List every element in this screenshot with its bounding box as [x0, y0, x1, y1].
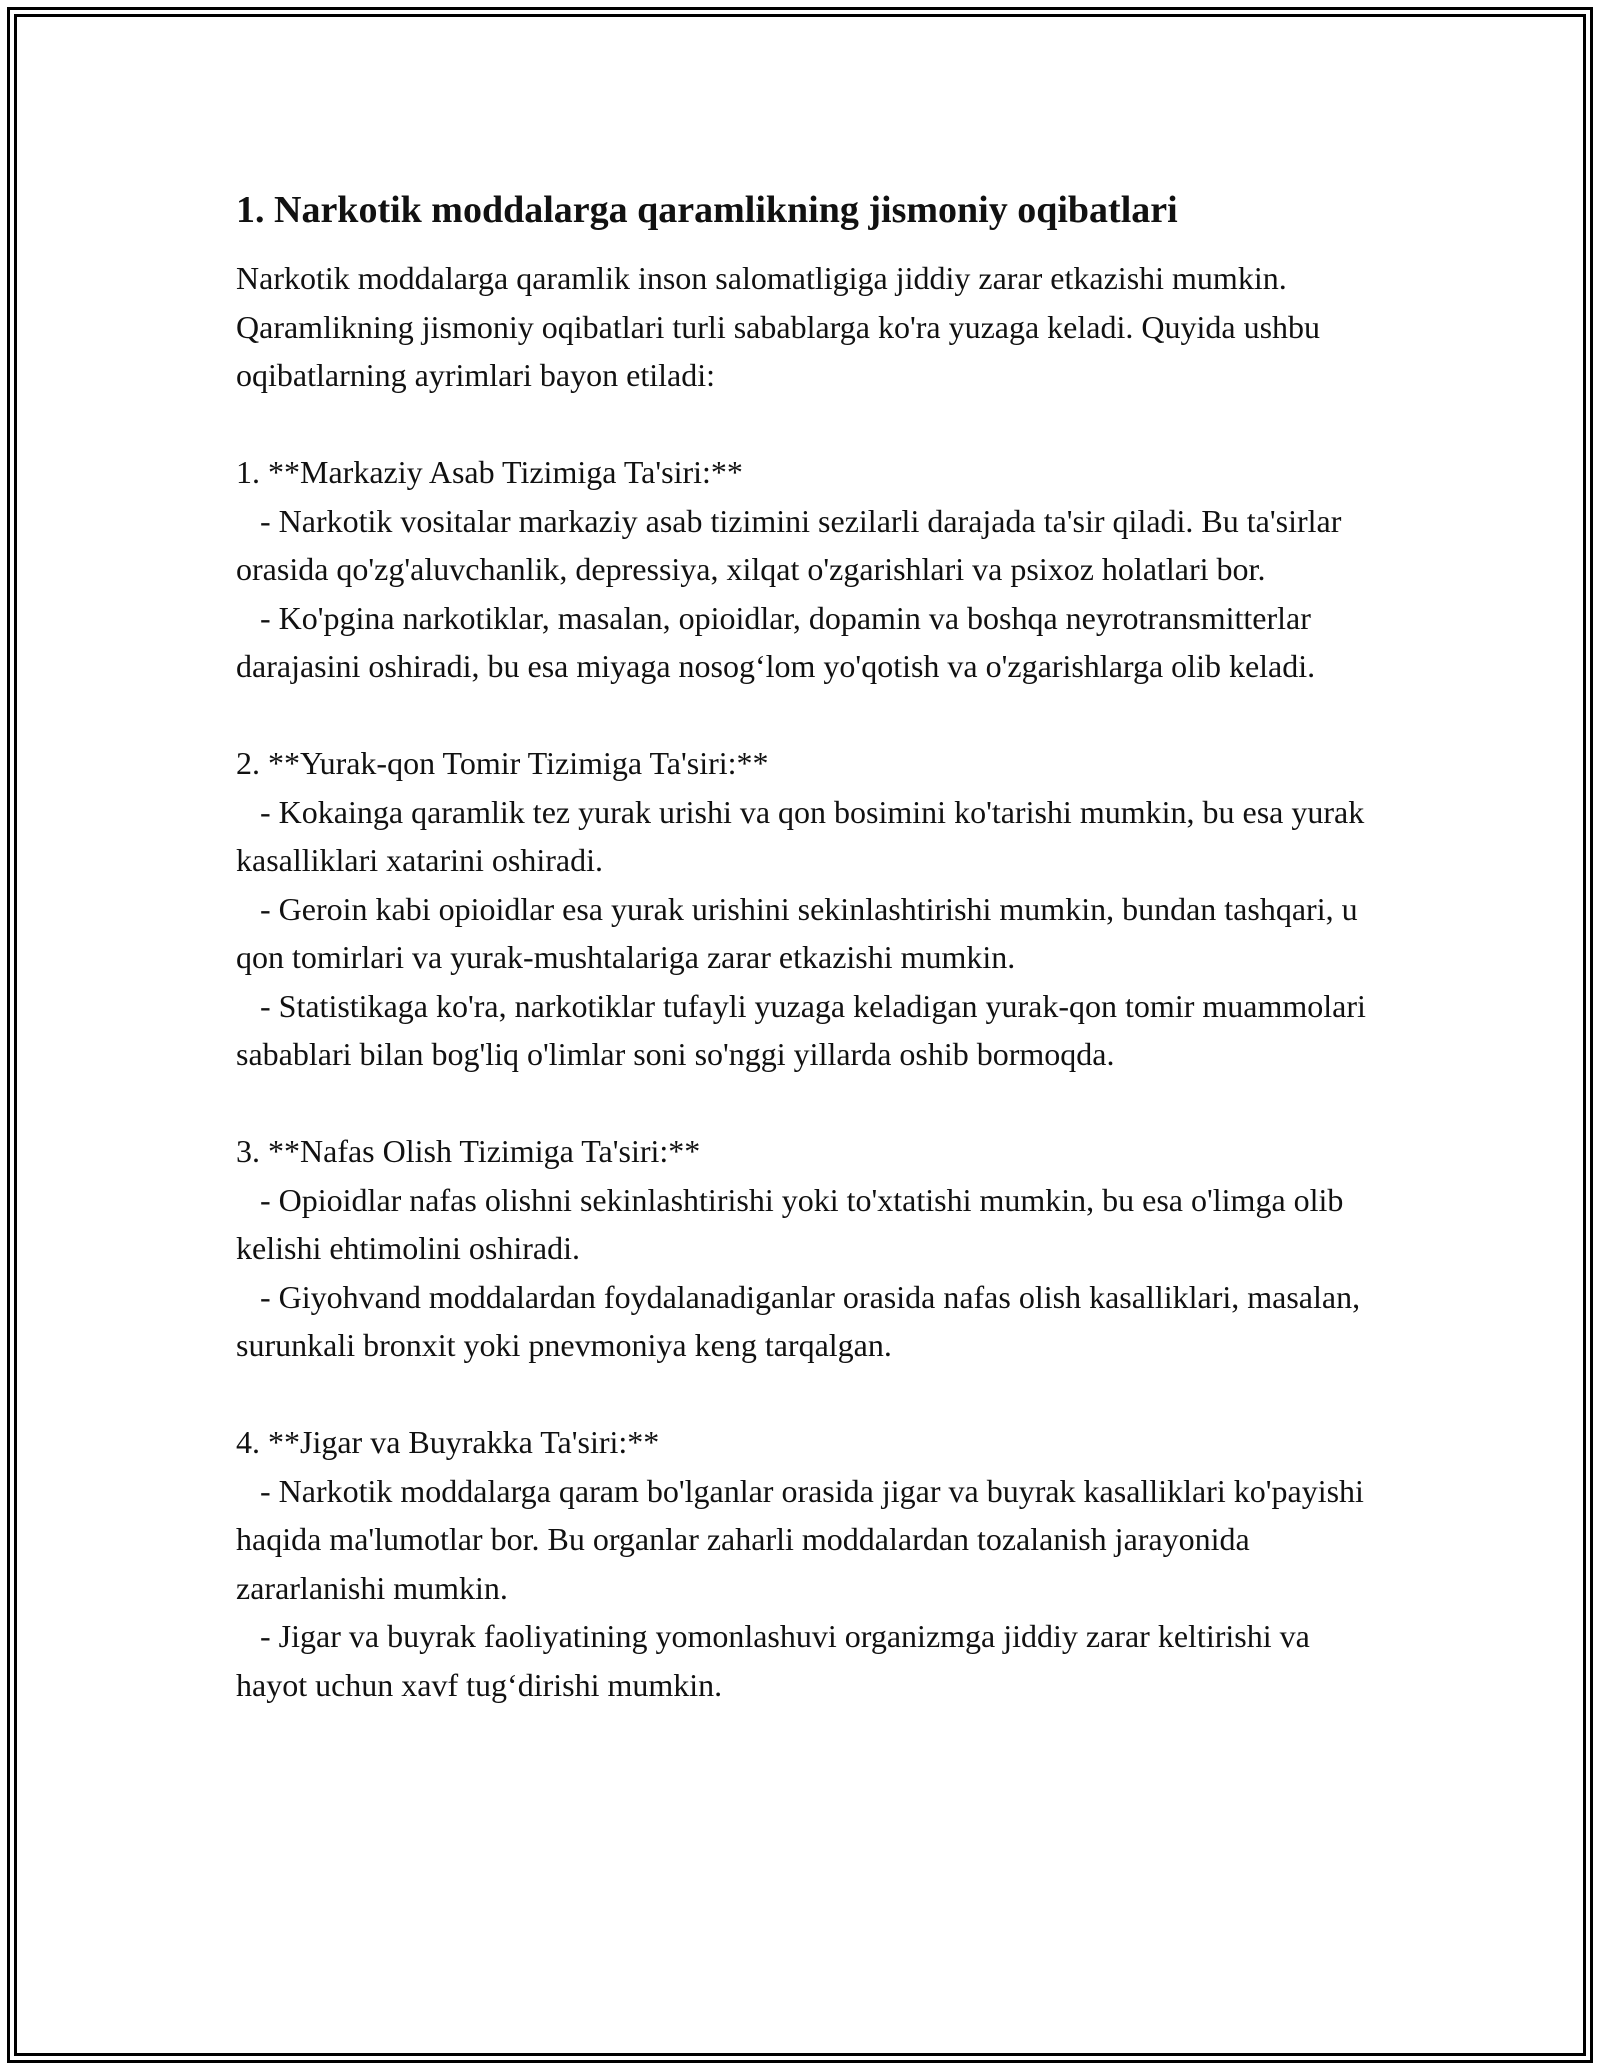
section-2-heading: 2. **Yurak-qon Tomir Tizimiga Ta'siri:** [236, 745, 769, 781]
section-1-bullet-2: - Ko'pgina narkotiklar, masalan, opioidlar, dopamin va boshqa neyrotransmitterlar darajasini oshiradi, bu esa miyaga nosog‘lom yo'qotish va o'zgarishlarga olib keladi. [236, 599, 1319, 684]
section-2-bullet-1: - Kokainga qaramlik tez yurak urishi va qon bosimini ko'tarishi mumkin, bu esa yurak kasalliklari xatarini oshiradi. [236, 793, 1373, 878]
section-4-bullet-2: - Jigar va buyrak faoliyatining yomonlashuvi organizmga jiddiy zarar keltirishi va hayot uchun xavf tug‘dirishi mumkin. [236, 1618, 1318, 1703]
document-title: 1. Narkotik moddalarga qaramlikning jismoniy oqibatlari [236, 189, 1178, 231]
document-page [236, 186, 1376, 1709]
section-4-bullet-1: - Narkotik moddalarga qaram bo'lganlar orasida jigar va buyrak kasalliklari ko'payishi haqida ma'lumotlar bor. Bu organlar zaharli moddalardan tozalanish jarayonida zararlanishi mumkin. [236, 1472, 1372, 1606]
section-4-heading: 4. **Jigar va Buyrakka Ta'siri:** [236, 1424, 660, 1460]
section-2-bullet-3: - Statistikaga ko'ra, narkotiklar tufayli yuzaga keladigan yurak-qon tomir muammolari sabablari bilan bog'liq o'limlar soni so'nggi yillarda oshib bormoqda. [236, 987, 1374, 1072]
section-1-bullet-1: - Narkotik vositalar markaziy asab tizimini sezilarli darajada ta'sir qiladi. Bu ta'sirlar orasida qo'zg'aluvchanlik, depressiya, xilqat o'zgarishlari va psixoz holatlari bor. [236, 502, 1350, 587]
document-body [236, 254, 1376, 1709]
section-3-bullet-1: - Opioidlar nafas olishni sekinlashtirishi yoki to'xtatishi mumkin, bu esa o'limga olib kelishi ehtimolini oshiradi. [236, 1181, 1352, 1266]
intro-paragraph: Narkotik moddalarga qaramlik inson salomatligiga jiddiy zarar etkazishi mumkin. Qaramlikning jismoniy oqibatlari turli sabablarga ko'ra yuzaga keladi. Quyida ushbu oqibatlarning ayrimlari bayon etiladi: [236, 260, 1329, 393]
section-3-heading: 3. **Nafas Olish Tizimiga Ta'siri:** [236, 1133, 701, 1169]
section-3-bullet-2: - Giyohvand moddalardan foydalanadiganlar orasida nafas olish kasalliklari, masalan, surunkali bronxit yoki pnevmoniya keng tarqalgan. [236, 1278, 1369, 1363]
section-2-bullet-2: - Geroin kabi opioidlar esa yurak urishini sekinlashtirishi mumkin, bundan tashqari, u qon tomirlari va yurak-mushtalariga zarar etkazishi mumkin. [236, 890, 1366, 975]
section-1-heading: 1. **Markaziy Asab Tizimiga Ta'siri:** [236, 454, 743, 490]
